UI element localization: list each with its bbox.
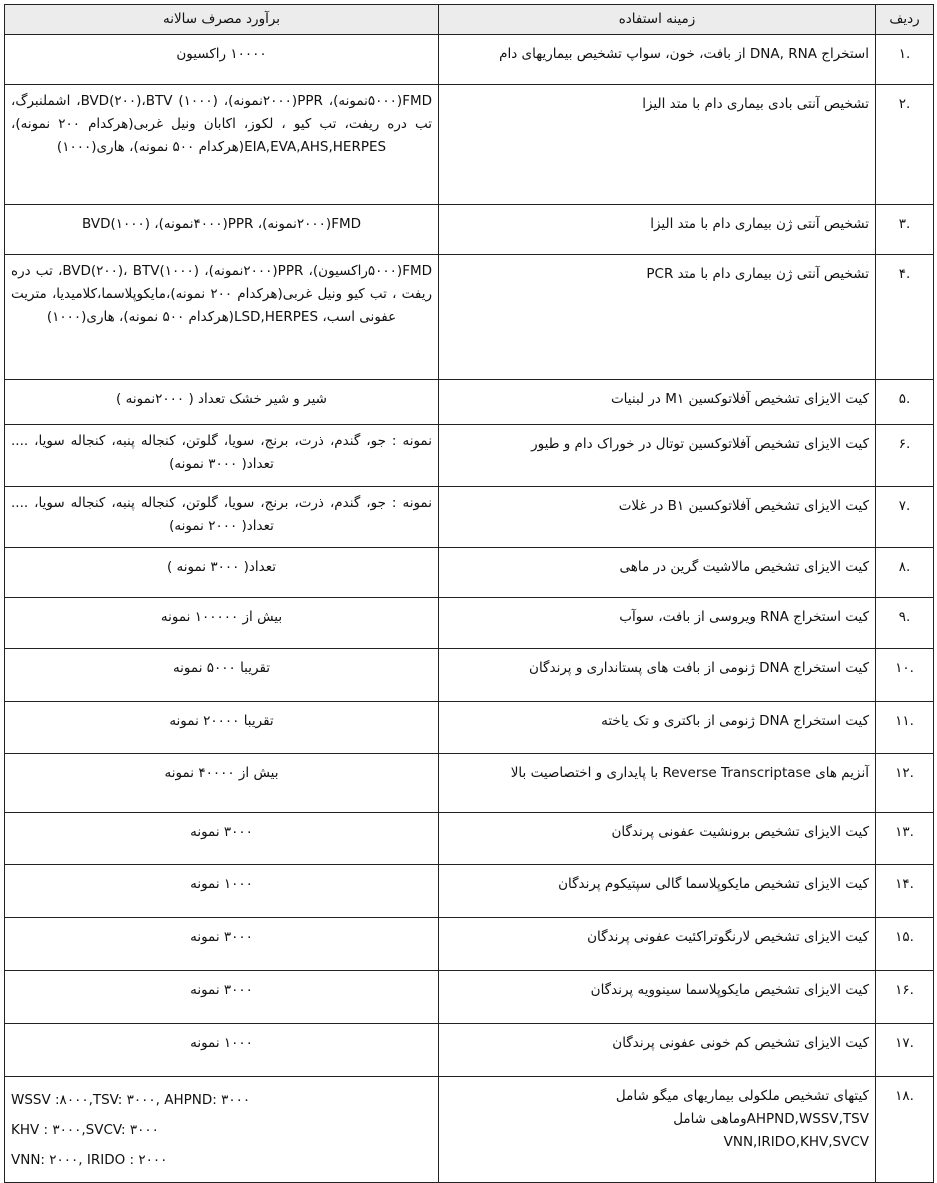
usage-line: AHPND,WSSV,TSVوماهی شامل xyxy=(673,1111,869,1127)
usage-cell: تشخیص آنتی ژن بیماری دام با متد الیزا xyxy=(439,205,876,255)
table-row xyxy=(5,813,934,865)
usage-cell: کیت الایزای تشخیص لارنگوتراکئیت عفونی پرندگان xyxy=(439,918,876,971)
table-row xyxy=(5,649,934,702)
usage-cell: کیت استخراج RNA ویروسی از بافت، سوآب xyxy=(439,598,876,649)
row-number: .۳ xyxy=(876,205,934,255)
usage-cell: کیت الایزای تشخیص برونشیت عفونی پرندگان xyxy=(439,813,876,865)
table-row xyxy=(5,1077,934,1183)
estimate-line: VNN: ۲۰۰۰, IRIDO : ۲۰۰۰ xyxy=(11,1152,168,1168)
table-row xyxy=(5,598,934,649)
usage-cell: کیت الایزای تشخیص مالاشیت گرین در ماهی xyxy=(439,548,876,598)
usage-line: VNN,IRIDO,KHV,SVCV xyxy=(723,1134,869,1150)
estimate-cell: ۱۰۰۰۰ راکسیون xyxy=(5,35,439,85)
table-header-row xyxy=(5,5,934,35)
estimate-cell: نمونه : جو، گندم، ذرت، برنج، سویا، گلوتن، کنجاله پنبه، کنجاله سویا، .... تعداد( ۳۰۰۰ نمونه) xyxy=(5,425,439,487)
row-number: .۱۶ xyxy=(876,971,934,1024)
usage-cell: کیت الایزای تشخیص مایکوپلاسما سینوویه پرندگان xyxy=(439,971,876,1024)
row-number: .۱۷ xyxy=(876,1024,934,1077)
row-number: .۲ xyxy=(876,85,934,205)
row-number: .۸ xyxy=(876,548,934,598)
usage-cell: تشخیص آنتی ژن بیماری دام با متد PCR xyxy=(439,255,876,380)
table-row xyxy=(5,205,934,255)
estimate-cell: تقریبا ۲۰۰۰۰ نمونه xyxy=(5,702,439,754)
table-row xyxy=(5,548,934,598)
row-number: .۱۸ xyxy=(876,1077,934,1183)
row-number: .۵ xyxy=(876,380,934,425)
table-row xyxy=(5,971,934,1024)
table-row xyxy=(5,487,934,548)
estimate-cell: بیش از ۱۰۰۰۰۰ نمونه xyxy=(5,598,439,649)
estimate-cell: FMD(۵۰۰۰راکسیون)، PPR(۲۰۰۰نمونه)، BVD(۲۰۰)، BTV(۱۰۰۰)، تب دره ریفت ، تب کیو ونیل غربی(هرکدام ۲۰۰ نمونه)،مایکوپلاسما،کلامیدیا، متریت عفونی اسب، LSD,HERPES(هرکدام ۵۰۰ نمونه)، هاری(۱۰۰۰) xyxy=(5,255,439,380)
estimate-cell xyxy=(5,1077,439,1183)
row-number: .۷ xyxy=(876,487,934,548)
row-number: .۱۲ xyxy=(876,754,934,813)
usage-cell: کیت استخراج DNA ژنومی از بافت های پستانداری و پرندگان xyxy=(439,649,876,702)
table-row xyxy=(5,85,934,205)
row-number: .۱۳ xyxy=(876,813,934,865)
header-estimate: برآورد مصرف سالانه xyxy=(5,5,439,35)
row-number: .۴ xyxy=(876,255,934,380)
estimate-cell: FMD(۲۰۰۰نمونه)، PPR(۴۰۰۰نمونه)، BVD(۱۰۰۰) xyxy=(5,205,439,255)
table-row xyxy=(5,702,934,754)
row-number: .۶ xyxy=(876,425,934,487)
row-number: .۱ xyxy=(876,35,934,85)
row-number: .۱۰ xyxy=(876,649,934,702)
usage-cell: کیت الایزای تشخیص آفلاتوکسین B۱ در غلات xyxy=(439,487,876,548)
estimate-cell: بیش از ۴۰۰۰۰ نمونه xyxy=(5,754,439,813)
table-row xyxy=(5,255,934,380)
estimate-cell: ۳۰۰۰ نمونه xyxy=(5,971,439,1024)
estimate-cell: FMD(۵۰۰۰نمونه)، PPR(۲۰۰۰نمونه)، BVD(۲۰۰)،BTV (۱۰۰۰)، اشملنبرگ، تب دره ریفت، تب کیو ، لکوز، اکابان ونیل غربی(هرکدام ۲۰۰ نمونه)، EIA,EVA,AHS,HERPES(هرکدام ۵۰۰ نمونه)، هاری(۱۰۰۰) xyxy=(5,85,439,205)
row-number: .۱۴ xyxy=(876,865,934,918)
usage-cell: تشخیص آنتی بادی بیماری دام با متد الیزا xyxy=(439,85,876,205)
table-row xyxy=(5,425,934,487)
usage-cell: آنزیم های Reverse Transcriptase با پایداری و اختصاصیت بالا xyxy=(439,754,876,813)
estimate-cell: ۱۰۰۰ نمونه xyxy=(5,1024,439,1077)
usage-cell: استخراج DNA, RNA از بافت، خون، سواپ تشخیص بیماریهای دام xyxy=(439,35,876,85)
row-number: .۱۵ xyxy=(876,918,934,971)
usage-cell: کیت الایزای تشخیص مایکوپلاسما گالی سپتیکوم پرندگان xyxy=(439,865,876,918)
estimate-cell: تعداد( ۳۰۰۰ نمونه ) xyxy=(5,548,439,598)
usage-cell xyxy=(439,1077,876,1183)
table-row xyxy=(5,1024,934,1077)
usage-cell: کیت استخراج DNA ژنومی از باکتری و تک یاخته xyxy=(439,702,876,754)
usage-cell: کیت الایزای تشخیص کم خونی عفونی پرندگان xyxy=(439,1024,876,1077)
estimate-cell: ۳۰۰۰ نمونه xyxy=(5,918,439,971)
usage-cell: کیت الایزای تشخیص آفلاتوکسین M۱ در لبنیات xyxy=(439,380,876,425)
usage-line: کیتهای تشخیص ملکولی بیماریهای میگو شامل xyxy=(615,1088,869,1104)
table-row xyxy=(5,380,934,425)
estimate-cell: ۳۰۰۰ نمونه xyxy=(5,813,439,865)
estimate-cell: تقریبا ۵۰۰۰ نمونه xyxy=(5,649,439,702)
estimate-cell: ۱۰۰۰ نمونه xyxy=(5,865,439,918)
estimate-line: KHV : ۳۰۰۰,SVCV: ۳۰۰۰ xyxy=(11,1122,159,1138)
estimate-cell: نمونه : جو، گندم، ذرت، برنج، سویا، گلوتن، کنجاله پنبه، کنجاله سویا، .... تعداد( ۲۰۰۰ نمونه) xyxy=(5,487,439,548)
usage-cell: کیت الایزای تشخیص آفلاتوکسین توتال در خوراک دام و طیور xyxy=(439,425,876,487)
table-row xyxy=(5,918,934,971)
estimate-line: WSSV :۸۰۰۰,TSV: ۳۰۰۰, AHPND: ۳۰۰۰ xyxy=(11,1092,251,1108)
table-row xyxy=(5,35,934,85)
table-row xyxy=(5,865,934,918)
estimate-cell: شیر و شیر خشک تعداد ( ۲۰۰۰نمونه ) xyxy=(5,380,439,425)
row-number: .۹ xyxy=(876,598,934,649)
header-usage: زمینه استفاده xyxy=(439,5,876,35)
row-number: .۱۱ xyxy=(876,702,934,754)
estimate-table xyxy=(4,4,934,1183)
table-row xyxy=(5,754,934,813)
header-row-no: ردیف xyxy=(876,5,934,35)
